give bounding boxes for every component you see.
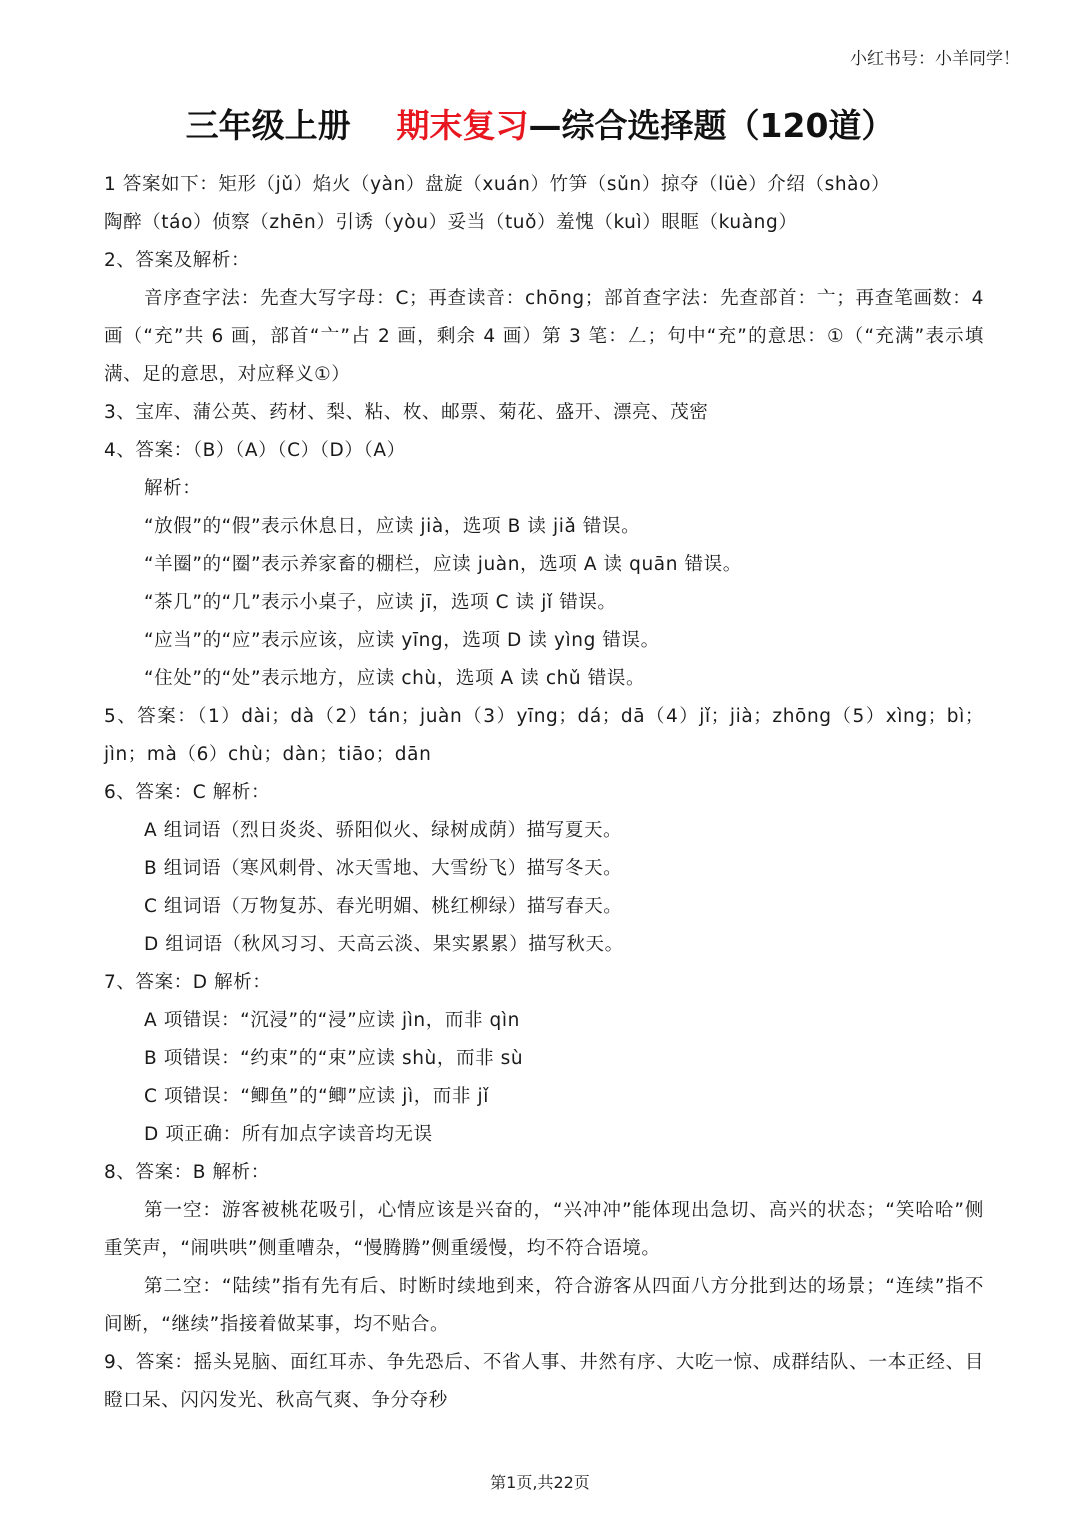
answer-6-item-c: C 组词语（万物复苏、春光明媚、桃红柳绿）描写春天。 [144, 896, 623, 917]
answer-5: 5、答案：（1）dài；dà（2）tán；juàn（3）yīng；dá；dā（4）jǐ；jià；zhōng（5）xìng；bì；jìn；mà（6）chù；dàn；tiāo；dān [104, 706, 984, 765]
answer-6-item-a: A 组词语（烈日炎炎、骄阳似火、绿树成荫）描写夏天。 [144, 820, 623, 841]
answer-9: 9、答案：摇头晃脑、面红耳赤、争先恐后、不省人事、井然有序、大吃一惊、成群结队、一本正经、目瞪口呆、闪闪发光、秋高气爽、争分夺秒 [104, 1352, 984, 1411]
page-number: 第1页,共22页 [490, 1473, 590, 1492]
answer-7-item-b: B 项错误：“约束”的“束”应读 shù，而非 sù [144, 1048, 524, 1069]
answer-4-item-5: “住处”的“处”表示地方，应读 chù，选项 A 读 chǔ 错误。 [144, 668, 646, 689]
answer-1-line-2: 陶醉（táo）侦察（zhēn）引诱（yòu）妥当（tuǒ）羞愧（kuì）眼眶（kuàng） [104, 212, 798, 233]
answer-4-item-2: “羊圈”的“圈”表示养家畜的棚栏，应读 juàn，选项 A 读 quān 错误。 [144, 554, 742, 575]
title-highlight: 期末复习 [396, 106, 529, 145]
answer-4-heading: 4、答案：（B）（A）（C）（D）（A） [104, 440, 406, 461]
answer-7-item-d: D 项正确：所有加点字读音均无误 [144, 1124, 433, 1145]
answer-2-heading: 2、答案及解析： [104, 250, 251, 271]
answer-7-item-c: C 项错误：“鲫鱼”的“鲫”应读 jì，而非 jǐ [144, 1086, 489, 1107]
answer-1-line-1: 1 答案如下：矩形（jǔ）焰火（yàn）盘旋（xuán）竹笋（sǔn）掠夺（lüè）介绍（shào） [104, 174, 891, 195]
answer-7-item-a: A 项错误：“沉浸”的“浸”应读 jìn，而非 qìn [144, 1010, 520, 1031]
answer-4-item-1: “放假”的“假”表示休息日，应读 jià，选项 B 读 jiǎ 错误。 [144, 516, 641, 537]
answer-3: 3、宝库、蒲公英、药材、梨、粘、枚、邮票、菊花、盛开、漂亮、茂密 [104, 402, 709, 423]
answer-8-blank-1: 第一空：游客被桃花吸引，心情应该是兴奋的，“兴冲冲”能体现出急切、高兴的状态；“笑哈哈”侧重笑声，“闹哄哄”侧重嘈杂，“慢腾腾”侧重缓慢，均不符合语境。 [104, 1200, 984, 1259]
header-note: 小红书号：小羊同学！ [850, 49, 1020, 69]
answer-6-item-d: D 组词语（秋风习习、天高云淡、果实累累）描写秋天。 [144, 934, 624, 955]
title-suffix: —综合选择题（120道） [528, 106, 895, 145]
answer-7-heading: 7、答案：D 解析： [104, 972, 272, 993]
answer-8-blank-2: 第二空：“陆续”指有先有后、时断时续地到来，符合游客从四面八方分批到达的场景；“连续”指不间断，“继续”指接着做某事，均不贴合。 [104, 1276, 984, 1335]
answer-4-item-4: “应当”的“应”表示应该，应读 yīng，选项 D 读 yìng 错误。 [144, 630, 660, 651]
title-grade: 三年级上册 [185, 106, 351, 145]
answer-content [104, 166, 984, 1420]
answer-2-body: 音序查字法：先查大写字母：C；再查读音：chōng；部首查字法：先查部首：亠；再查笔画数：4 画（“充”共 6 画，部首“亠”占 2 画，剩余 4 画）第 3 笔：𠃋；句中“充”的意思：①（“充满”表示填满、足的意思，对应释义①） [104, 288, 984, 385]
answer-6-item-b: B 组词语（寒风刺骨、冰天雪地、大雪纷飞）描写冬天。 [144, 858, 623, 879]
page-title [0, 100, 1080, 147]
answer-4-item-3: “茶几”的“几”表示小桌子，应读 jī，选项 C 读 jǐ 错误。 [144, 592, 617, 613]
answer-6-heading: 6、答案：C 解析： [104, 782, 271, 803]
answer-8-heading: 8、答案：B 解析： [104, 1162, 270, 1183]
answer-4-analysis-label: 解析： [144, 478, 202, 499]
